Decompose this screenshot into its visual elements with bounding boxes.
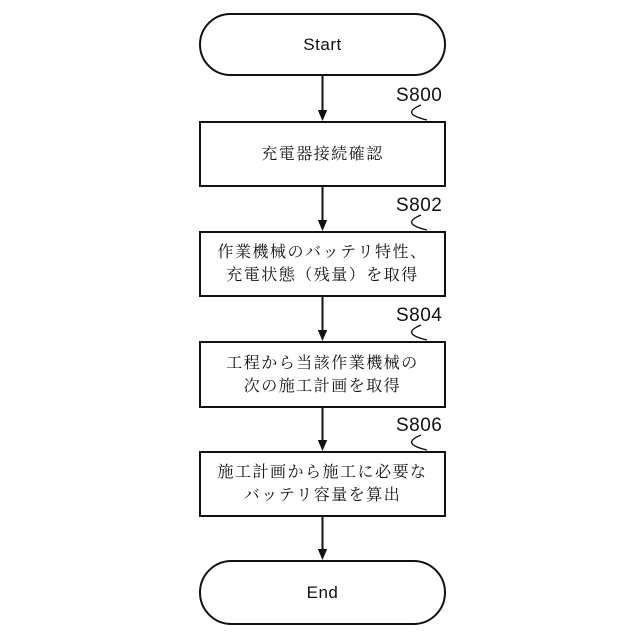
node-s802-text-line1: 作業機械のバッテリ特性、 [217,244,428,261]
step-label-s800: S800 [396,85,443,106]
node-end-label: End [306,582,339,602]
node-start-label: Start [303,34,342,54]
node-s804-text-line1: 工程から当該作業機械の [226,354,419,372]
leader-line-s804 [412,325,427,340]
node-s806-text-line1: 施工計画から施工に必要な [217,464,428,481]
leader-line-s802 [412,215,427,230]
node-start [199,13,446,76]
node-s804-text-line2: 次の施工計画を取得 [243,377,402,395]
flow-arrow-s800-to-s802 [318,187,327,231]
node-s802-text-line2: 充電状態（残量）を取得 [226,267,419,284]
node-s804 [199,341,446,408]
leader-line-s806 [412,435,427,450]
node-s806-text-line2: バッテリ容量を算出 [243,487,402,504]
leader-line-s800 [412,105,427,120]
node-s800-text: 充電器接続確認 [261,145,384,163]
node-end [199,560,446,625]
flow-arrow-s806-to-end [318,517,327,560]
step-label-s802: S802 [396,195,443,216]
step-label-s806: S806 [396,415,443,436]
node-s800 [199,121,446,187]
node-s806 [199,451,446,517]
node-s802 [199,231,446,297]
flow-arrow-start-to-s800 [318,76,327,121]
flow-arrow-s802-to-s804 [318,297,327,341]
step-label-s804: S804 [396,305,443,326]
flow-arrow-s804-to-s806 [318,408,327,451]
